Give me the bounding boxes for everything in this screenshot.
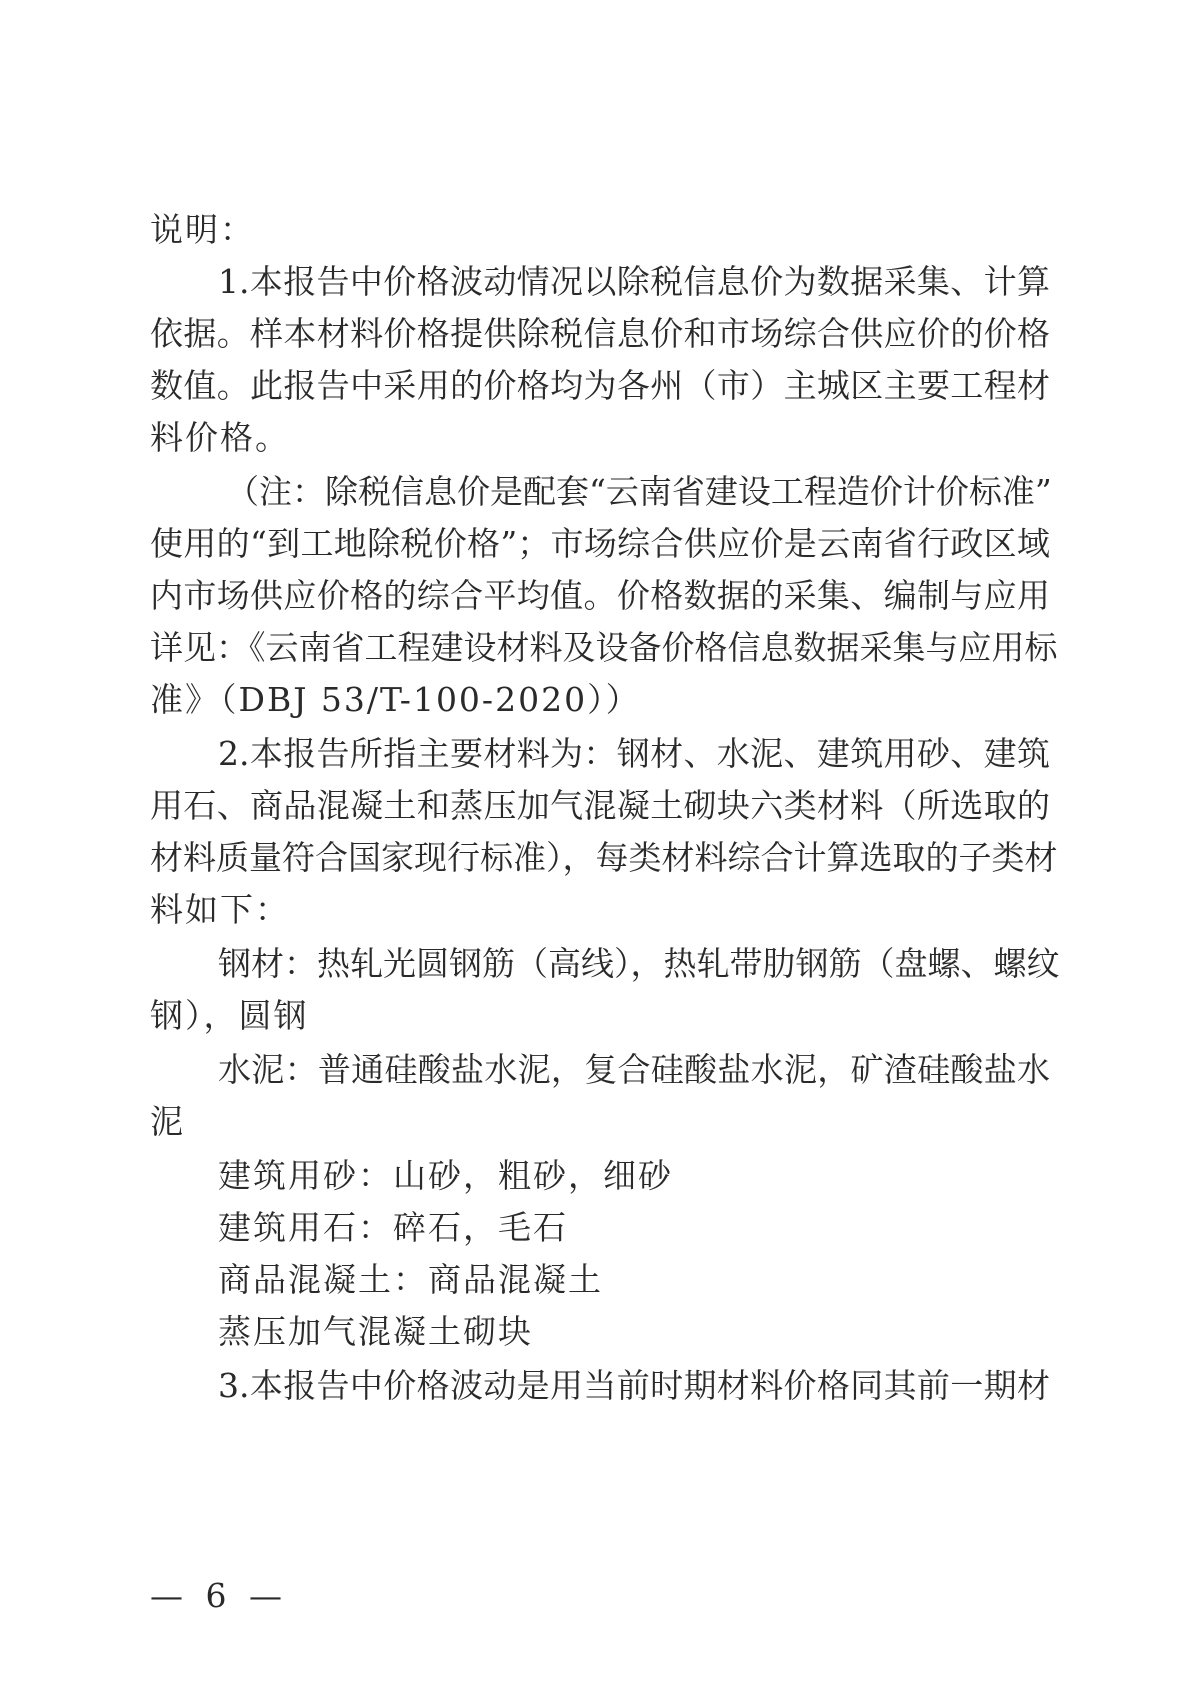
page-number: — 6 — <box>150 1576 288 1615</box>
material-line: 建筑用石：碎石，毛石 <box>218 1208 568 1247</box>
material-line: 钢），圆钢 <box>150 996 309 1035</box>
material-line: 钢材：热轧光圆钢筋（高线），热轧带肋钢筋（盘螺、螺纹 <box>218 944 1060 983</box>
material-line: 水泥：普通硅酸盐水泥，复合硅酸盐水泥，矿渣硅酸盐水 <box>218 1050 1050 1089</box>
paragraph-line: 用石、商品混凝土和蒸压加气混凝土砌块六类材料（所选取的 <box>150 786 1050 825</box>
paragraph-line: 材料质量符合国家现行标准），每类材料综合计算选取的子类材 <box>150 838 1058 877</box>
paragraph-line: 2.本报告所指主要材料为：钢材、水泥、建筑用砂、建筑 <box>218 734 1050 773</box>
paragraph-line: 数值。此报告中采用的价格均为各州（市）主城区主要工程材 <box>150 366 1050 405</box>
paragraph-line: 3.本报告中价格波动是用当前时期材料价格同其前一期材 <box>218 1366 1050 1405</box>
note-line: （注：除税信息价是配套“云南省建设工程造价计价标准” <box>226 472 1052 511</box>
paragraph-line: 料如下： <box>150 890 290 929</box>
paragraph-line: 料价格。 <box>150 418 290 457</box>
material-line: 建筑用砂：山砂，粗砂，细砂 <box>218 1156 673 1195</box>
material-line: 泥 <box>150 1102 185 1141</box>
note-line: 详见：《云南省工程建设材料及设备价格信息数据采集与应用标 <box>150 628 1058 667</box>
note-line: 准》（DBJ 53/T-100-2020）） <box>150 680 641 719</box>
section-heading: 说明： <box>150 210 255 249</box>
note-line: 使用的“到工地除税价格”；市场综合供应价是云南省行政区域 <box>150 524 1050 563</box>
material-line: 商品混凝土：商品混凝土 <box>218 1260 603 1299</box>
material-line: 蒸压加气混凝土砌块 <box>218 1312 533 1351</box>
paragraph-line: 依据。样本材料价格提供除税信息价和市场综合供应价的价格 <box>150 314 1050 353</box>
note-line: 内市场供应价格的综合平均值。价格数据的采集、编制与应用 <box>150 576 1050 615</box>
paragraph-line: 1.本报告中价格波动情况以除税信息价为数据采集、计算 <box>218 262 1050 301</box>
